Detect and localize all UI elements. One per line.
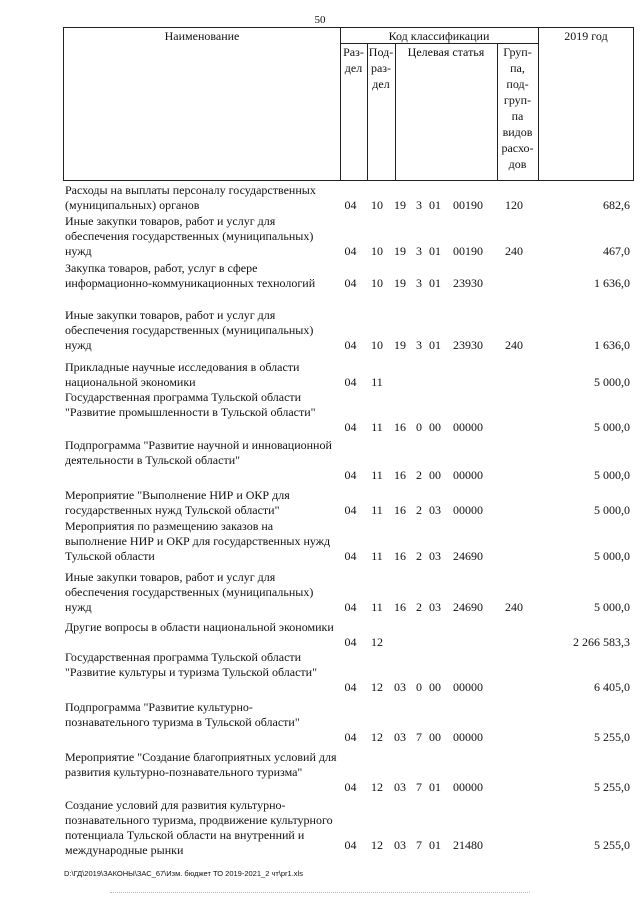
row-code-d: 00000 <box>453 468 483 482</box>
row-name: Мероприятия по размещению заказов на выполнение НИР и ОКР для государственных нужд Тульской области <box>65 519 331 563</box>
row-code-grp: 240 <box>505 338 523 352</box>
row-code-c: 01 <box>429 276 441 290</box>
row-name: Создание условий для развития культурно-познавательного туризма, продвижение культурного потенциала Тульской области на внутренний и международные рынки <box>65 798 333 857</box>
row-amount: 1 636,0 <box>594 276 630 290</box>
row-code-pr: 12 <box>371 730 383 744</box>
row-code-pr: 10 <box>371 198 383 212</box>
row-code-b: 2 <box>416 503 422 517</box>
row-code-c: 01 <box>429 780 441 794</box>
row-code-pr: 11 <box>371 503 383 517</box>
row-amount: 5 255,0 <box>594 780 630 794</box>
row-code-pr: 11 <box>371 468 383 482</box>
row-code-r: 04 <box>344 276 357 290</box>
row-code-c: 00 <box>429 730 441 744</box>
row-code-d: 21480 <box>453 838 483 852</box>
row-code-c: 00 <box>429 468 441 482</box>
table-row <box>63 700 634 745</box>
header-group: Груп- па, под- груп- па видов расхо- дов <box>501 45 534 171</box>
row-code-a: 03 <box>394 838 406 852</box>
row-code-d: 24690 <box>453 600 483 614</box>
row-name: Подпрограмма "Развитие научной и инновационной деятельности в Тульской области" <box>65 438 332 467</box>
table-row <box>63 519 634 564</box>
row-code-b: 2 <box>416 468 422 482</box>
row-name: Государственная программа Тульской области "Развитие культуры и туризма Тульской области" <box>65 650 317 679</box>
row-name: Иные закупки товаров, работ и услуг для обеспечения государственных (муниципальных) нужд <box>65 570 314 614</box>
row-amount: 6 405,0 <box>594 680 630 694</box>
row-code-b: 3 <box>416 244 422 258</box>
row-code-b: 7 <box>416 838 422 852</box>
row-code-a: 19 <box>394 244 406 258</box>
row-code-c: 00 <box>429 680 441 694</box>
row-code-d: 23930 <box>453 338 483 352</box>
row-name: Расходы на выплаты персоналу государственных (муниципальных) органов <box>65 183 316 212</box>
row-code-r: 04 <box>344 680 357 694</box>
row-code-r: 04 <box>344 338 357 352</box>
row-code-d: 00000 <box>453 780 483 794</box>
row-code-r: 04 <box>344 838 357 852</box>
table-row <box>63 750 634 795</box>
row-code-b: 3 <box>416 276 422 290</box>
row-name: Иные закупки товаров, работ и услуг для обеспечения государственных (муниципальных) нужд <box>65 308 314 352</box>
row-amount: 5 255,0 <box>594 730 630 744</box>
table-row <box>63 620 634 650</box>
row-amount: 467,0 <box>603 244 630 258</box>
row-code-pr: 11 <box>371 549 383 563</box>
row-code-a: 03 <box>394 680 406 694</box>
row-code-a: 19 <box>394 198 406 212</box>
table-row <box>63 438 634 483</box>
row-code-c: 01 <box>429 338 441 352</box>
row-amount: 1 636,0 <box>594 338 630 352</box>
row-code-r: 04 <box>344 635 357 649</box>
row-code-d: 00000 <box>453 420 483 434</box>
row-code-pr: 12 <box>371 680 383 694</box>
header-section: Раз- дел <box>343 45 364 75</box>
row-name: Иные закупки товаров, работ и услуг для обеспечения государственных (муниципальных) нужд <box>65 214 314 258</box>
row-code-pr: 12 <box>371 635 383 649</box>
row-code-pr: 10 <box>371 276 383 290</box>
row-code-pr: 10 <box>371 244 383 258</box>
row-name: Государственная программа Тульской области "Развитие промышленности в Тульской области" <box>65 390 316 419</box>
row-code-a: 16 <box>394 420 406 434</box>
row-code-r: 04 <box>344 503 357 517</box>
row-code-r: 04 <box>344 420 357 434</box>
row-amount: 2 266 583,3 <box>573 635 630 649</box>
table-row <box>63 308 634 353</box>
table-row <box>63 570 634 615</box>
row-code-r: 04 <box>344 780 357 794</box>
row-code-d: 00000 <box>453 680 483 694</box>
row-amount: 5 000,0 <box>594 549 630 563</box>
table-row <box>63 360 634 390</box>
row-code-a: 19 <box>394 338 406 352</box>
row-code-grp: 120 <box>505 198 523 212</box>
row-code-b: 3 <box>416 338 422 352</box>
row-name: Подпрограмма "Развитие культурно-познавательного туризма в Тульской области" <box>65 700 300 729</box>
header-subsection: Под- раз- дел <box>368 45 394 91</box>
row-code-r: 04 <box>344 198 357 212</box>
header-name: Наименование <box>164 29 240 43</box>
row-amount: 682,6 <box>603 198 630 212</box>
row-code-grp: 240 <box>505 600 523 614</box>
table-row <box>63 390 634 435</box>
row-code-pr: 12 <box>371 780 383 794</box>
table-row <box>63 183 634 213</box>
row-code-pr: 11 <box>371 600 383 614</box>
row-code-a: 16 <box>394 468 406 482</box>
table-row <box>63 261 634 291</box>
file-path-footer: D:\ГД\2019\ЗАКОНЫ\ЗАС_67\Изм. бюджет ТО 2019-2021_2 чт\pr1.xls <box>64 869 303 878</box>
row-code-r: 04 <box>344 468 357 482</box>
table-row <box>63 214 634 259</box>
row-code-r: 04 <box>344 730 357 744</box>
row-amount: 5 000,0 <box>594 503 630 517</box>
page-number: 50 <box>314 14 326 26</box>
row-code-pr: 12 <box>371 838 383 852</box>
row-code-r: 04 <box>344 600 357 614</box>
row-code-d: 00190 <box>453 244 483 258</box>
row-amount: 5 000,0 <box>594 468 630 482</box>
row-code-d: 00190 <box>453 198 483 212</box>
row-code-d: 23930 <box>453 276 483 290</box>
header-year: 2019 год <box>564 29 608 43</box>
header-target: Целевая статья <box>407 45 485 59</box>
row-code-d: 00000 <box>453 730 483 744</box>
row-code-d: 00000 <box>453 503 483 517</box>
row-code-d: 24690 <box>453 549 483 563</box>
row-code-pr: 11 <box>371 375 383 389</box>
row-code-r: 04 <box>344 375 357 389</box>
row-code-b: 3 <box>416 198 422 212</box>
row-code-pr: 11 <box>371 420 383 434</box>
row-code-r: 04 <box>344 549 357 563</box>
row-amount: 5 000,0 <box>594 420 630 434</box>
row-code-c: 03 <box>429 600 441 614</box>
row-code-a: 16 <box>394 549 406 563</box>
row-amount: 5 000,0 <box>594 600 630 614</box>
row-code-c: 01 <box>429 838 441 852</box>
row-name: Мероприятие "Выполнение НИР и ОКР для государственных нужд Тульской области" <box>65 488 290 517</box>
row-code-a: 19 <box>394 276 406 290</box>
header-divider <box>395 43 396 180</box>
row-code-c: 01 <box>429 198 441 212</box>
row-code-a: 16 <box>394 600 406 614</box>
row-code-b: 0 <box>416 420 422 434</box>
header-classification: Код классификации <box>388 29 490 43</box>
scan-artifact <box>110 892 530 895</box>
table-row <box>63 650 634 695</box>
row-code-grp: 240 <box>505 244 523 258</box>
row-amount: 5 255,0 <box>594 838 630 852</box>
row-code-a: 03 <box>394 730 406 744</box>
row-name: Прикладные научные исследования в области национальной экономики <box>65 360 300 389</box>
table-row <box>63 798 634 858</box>
row-code-b: 7 <box>416 730 422 744</box>
row-code-c: 01 <box>429 244 441 258</box>
row-code-a: 16 <box>394 503 406 517</box>
row-code-pr: 10 <box>371 338 383 352</box>
row-name: Закупка товаров, работ, услуг в сфере информационно-коммуникационных технологий <box>65 261 316 290</box>
row-code-b: 7 <box>416 780 422 794</box>
row-code-c: 00 <box>429 420 441 434</box>
row-code-b: 2 <box>416 600 422 614</box>
row-name: Мероприятие "Создание благоприятных условий для развития культурно-познавательного туризма" <box>65 750 337 779</box>
table-header <box>63 27 634 181</box>
row-name: Другие вопросы в области национальной экономики <box>65 620 334 634</box>
row-code-b: 2 <box>416 549 422 563</box>
table-row <box>63 488 634 518</box>
header-divider <box>538 28 539 180</box>
row-amount: 5 000,0 <box>594 375 630 389</box>
row-code-c: 03 <box>429 503 441 517</box>
row-code-r: 04 <box>344 244 357 258</box>
row-code-a: 03 <box>394 780 406 794</box>
row-code-c: 03 <box>429 549 441 563</box>
row-code-b: 0 <box>416 680 422 694</box>
